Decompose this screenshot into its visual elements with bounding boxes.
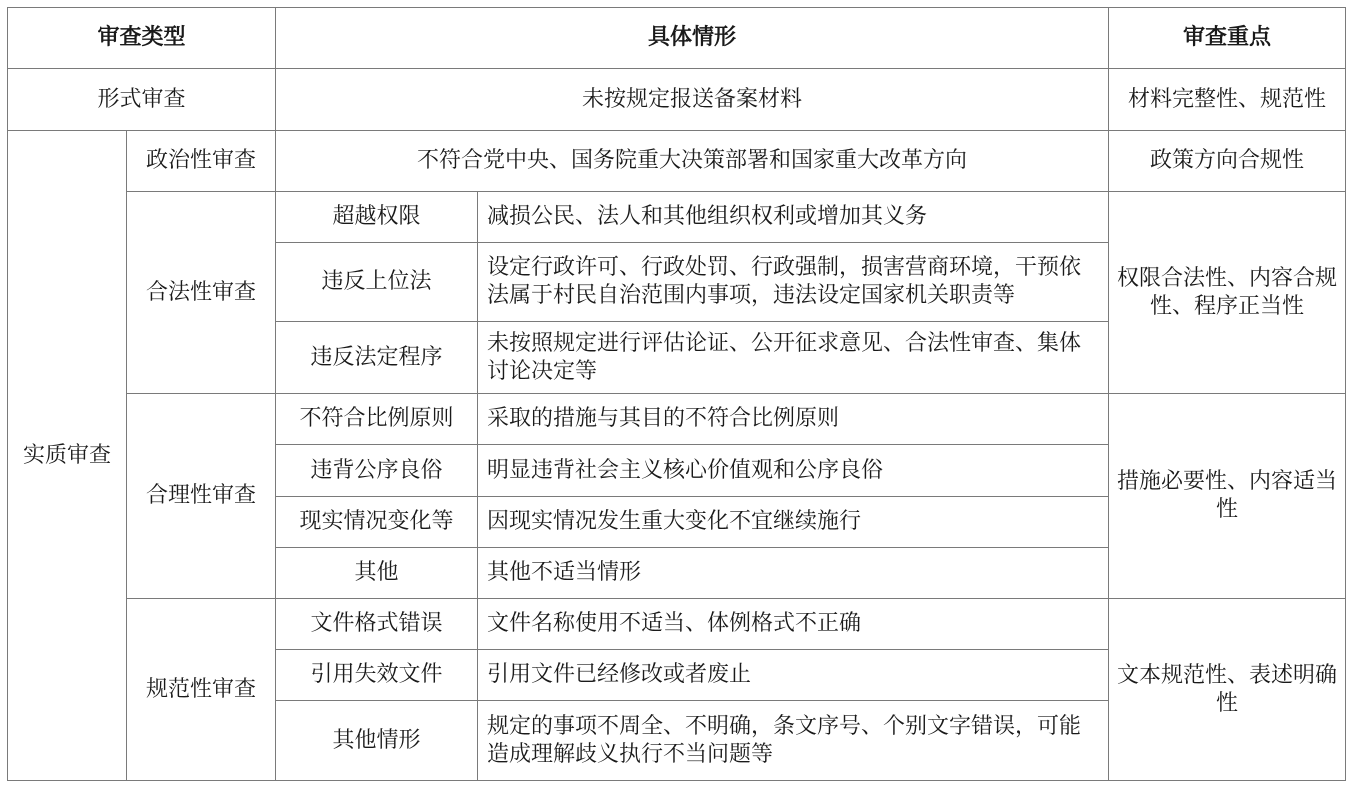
normativity-focus: 文本规范性、表述明确性 bbox=[1109, 599, 1346, 781]
reasonableness-case: 不符合比例原则 bbox=[276, 394, 478, 445]
formal-focus: 材料完整性、规范性 bbox=[1109, 69, 1346, 131]
reasonableness-desc: 采取的措施与其目的不符合比例原则 bbox=[478, 394, 1109, 445]
reasonableness-case: 违背公序良俗 bbox=[276, 445, 478, 497]
review-table bbox=[7, 7, 1346, 781]
legality-case: 违反上位法 bbox=[276, 243, 478, 322]
political-type: 政治性审查 bbox=[127, 131, 276, 192]
normativity-desc: 文件名称使用不适当、体例格式不正确 bbox=[478, 599, 1109, 650]
normativity-type: 规范性审查 bbox=[127, 599, 276, 781]
legality-focus: 权限合法性、内容合规性、程序正当性 bbox=[1109, 192, 1346, 394]
legality-case: 超越权限 bbox=[276, 192, 478, 243]
normativity-case: 引用失效文件 bbox=[276, 650, 478, 701]
reasonableness-case: 其他 bbox=[276, 548, 478, 599]
header-review-type: 审查类型 bbox=[8, 8, 276, 69]
normativity-case: 文件格式错误 bbox=[276, 599, 478, 650]
formal-type: 形式审查 bbox=[8, 69, 276, 131]
reasonableness-type: 合理性审查 bbox=[127, 394, 276, 599]
reasonableness-focus: 措施必要性、内容适当性 bbox=[1109, 394, 1346, 599]
table-row bbox=[8, 599, 1346, 650]
header-row bbox=[8, 8, 1346, 69]
legality-type: 合法性审查 bbox=[127, 192, 276, 394]
legality-case: 违反法定程序 bbox=[276, 322, 478, 394]
table-row bbox=[8, 394, 1346, 445]
legality-desc: 未按照规定进行评估论证、公开征求意见、合法性审查、集体讨论决定等 bbox=[478, 322, 1109, 394]
reasonableness-desc: 因现实情况发生重大变化不宜继续施行 bbox=[478, 497, 1109, 548]
political-situation: 不符合党中央、国务院重大决策部署和国家重大改革方向 bbox=[276, 131, 1109, 192]
formal-row bbox=[8, 69, 1346, 131]
political-row bbox=[8, 131, 1346, 192]
normativity-desc: 规定的事项不周全、不明确，条文序号、个别文字错误，可能造成理解歧义执行不当问题等 bbox=[478, 701, 1109, 781]
formal-situation: 未按规定报送备案材料 bbox=[276, 69, 1109, 131]
substantive-type: 实质审查 bbox=[8, 131, 127, 781]
political-focus: 政策方向合规性 bbox=[1109, 131, 1346, 192]
header-focus: 审查重点 bbox=[1109, 8, 1346, 69]
normativity-case: 其他情形 bbox=[276, 701, 478, 781]
normativity-desc: 引用文件已经修改或者废止 bbox=[478, 650, 1109, 701]
reasonableness-case: 现实情况变化等 bbox=[276, 497, 478, 548]
table-row bbox=[8, 192, 1346, 243]
header-situation: 具体情形 bbox=[276, 8, 1109, 69]
legality-desc: 减损公民、法人和其他组织权利或增加其义务 bbox=[478, 192, 1109, 243]
reasonableness-desc: 其他不适当情形 bbox=[478, 548, 1109, 599]
legality-desc: 设定行政许可、行政处罚、行政强制，损害营商环境，干预依法属于村民自治范围内事项，违法设定国家机关职责等 bbox=[478, 243, 1109, 322]
reasonableness-desc: 明显违背社会主义核心价值观和公序良俗 bbox=[478, 445, 1109, 497]
